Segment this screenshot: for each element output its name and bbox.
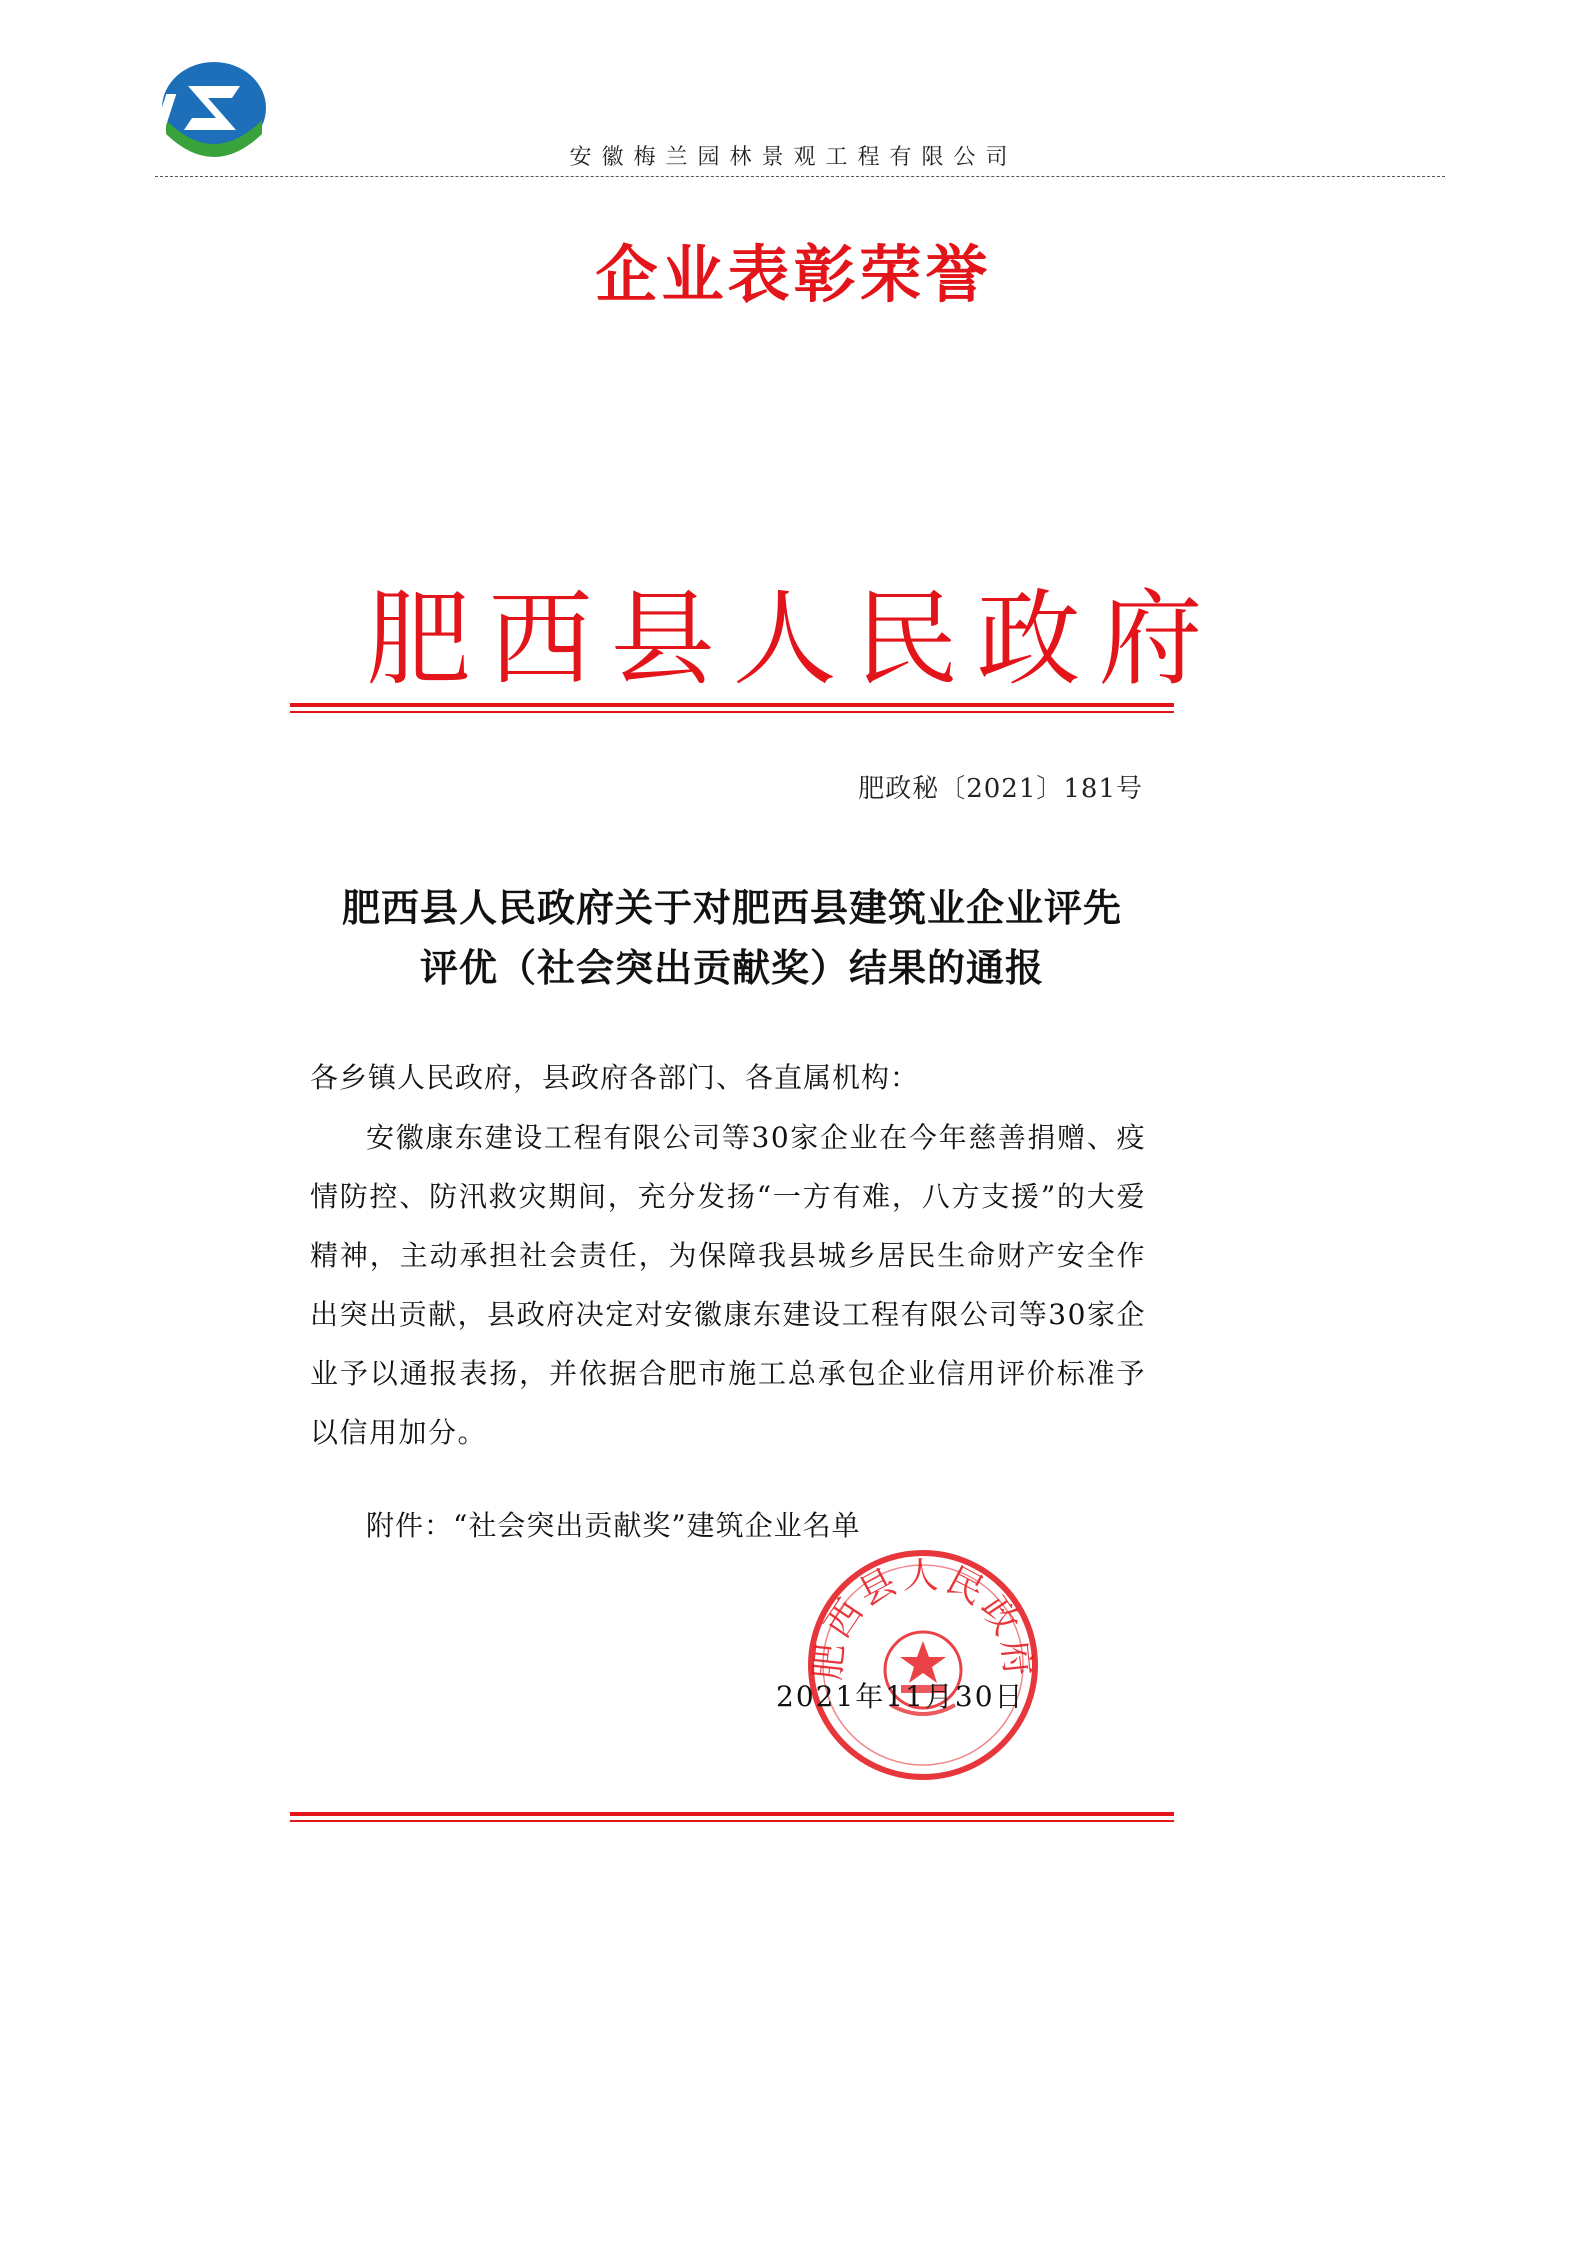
svg-text:肥西县人民政府: 肥西县人民政府 xyxy=(807,1555,1039,1682)
notice-title xyxy=(290,878,1174,998)
footer-rule-thin xyxy=(290,1820,1174,1822)
notice-body: 安徽康东建设工程有限公司等30家企业在今年慈善捐赠、疫情防控、防汛救灾期间，充分发扬“一方有难，八方支援”的大爱精神，主动承担社会责任，为保障我县城乡居民生命财产安全作出突出贡献，县政府决定对安徽康东建设工程有限公司等30家企业予以通报表扬，并依据合肥市施工总承包企业信用评价标准予以信用加分。 xyxy=(310,1121,1146,1449)
attachment-line: 附件：“社会突出贡献奖”建筑企业名单 xyxy=(366,1509,861,1542)
official-seal xyxy=(803,1545,1043,1785)
company-header: 安徽梅兰园林景观工程有限公司 xyxy=(569,145,1018,170)
letterhead-issuer: 肥西县人民政府 xyxy=(366,578,1221,700)
document-number: 肥政秘〔2021〕181号 xyxy=(858,774,1143,804)
footer-rule-thick xyxy=(290,1812,1174,1816)
notice-title-line-2: 评优（社会突出贡献奖）结果的通报 xyxy=(419,946,1044,990)
page-title: 企业表彰荣誉 xyxy=(595,238,992,311)
issue-date: 2021年11月30日 xyxy=(776,1680,1025,1713)
notice-title-line-1: 肥西县人民政府关于对肥西县建筑业企业评先 xyxy=(341,886,1122,930)
letterhead-rule-thin xyxy=(290,711,1174,713)
salutation: 各乡镇人民政府，县政府各部门、各直属机构： xyxy=(310,1061,920,1094)
header-divider xyxy=(155,176,1445,177)
letterhead-rule-thick xyxy=(290,703,1174,707)
